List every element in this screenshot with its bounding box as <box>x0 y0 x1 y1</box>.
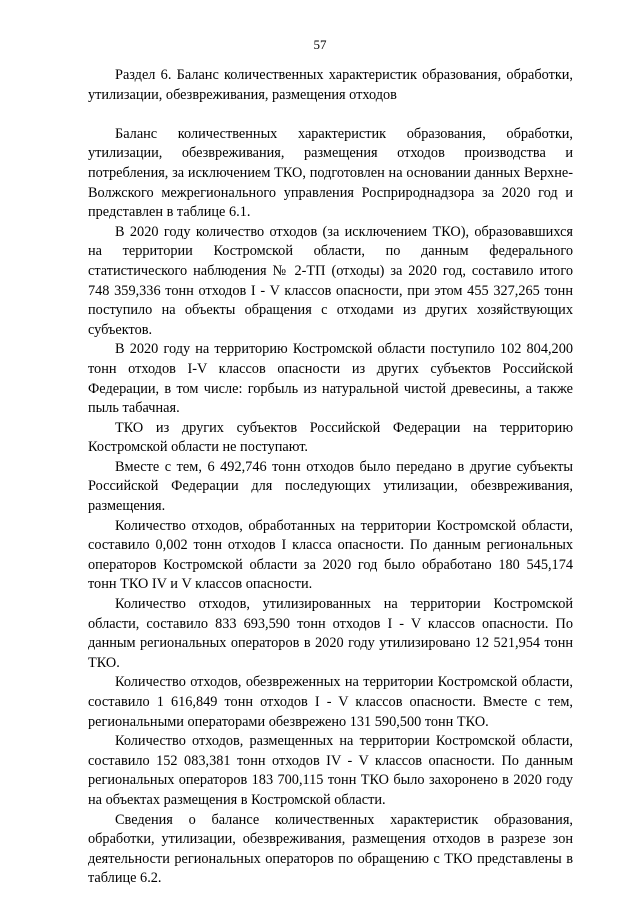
paragraph: Баланс количественных характеристик образования, обработки, утилизации, обезвреживания, размещения отходов производства и потребления, за исключением ТКО, подготовлен на основании данных Верхне-Волжского межрегионального управления Росприроднадзора за 2020 год и представлен в таблице 6.1. <box>88 125 573 221</box>
paragraph: ТКО из других субъектов Российской Федерации на территорию Костромской области не поступают. <box>88 419 573 456</box>
paragraph: Количество отходов, обработанных на территории Костромской области, составило 0,002 тонн отходов I класса опасности. По данным региональных операторов Костромской области за 2020 год было обработано 180 545,174 тонн ТКО IV и V классов опасности. <box>88 517 573 593</box>
page-body <box>88 66 573 889</box>
paragraph: Количество отходов, размещенных на территории Костромской области, составило 152 083,381 тонн отходов IV - V классов опасности. По данным региональных операторов 183 700,115 тонн ТКО было захоронено в 2020 году на объектах размещения в Костромской области. <box>88 733 573 808</box>
paragraph: Количество отходов, утилизированных на территории Костромской области, составило 833 693,590 тонн отходов I - V классов опасности. По данным региональных операторов в 2020 году утилизировано 12 521,954 тонн ТКО. <box>88 596 573 671</box>
paragraph: В 2020 году на территорию Костромской области поступило 102 804,200 тонн отходов I-V классов опасности из других субъектов Российской Федерации, в том числе: горбыль из натуральной чистой древесины, а также пыль табачная. <box>88 341 573 417</box>
page-number: 57 <box>313 37 327 52</box>
paragraph: Количество отходов, обезвреженных на территории Костромской области, составило 1 616,849 тонн отходов I - V классов опасности. Вместе с тем, региональными операторами обезврежено 131 590,500 тонн ТКО. <box>88 674 573 730</box>
paragraph: В 2020 году количество отходов (за исключением ТКО), образовавшихся на территории Костромской области, по данным федерального статистического наблюдения № 2-ТП (отходы) за 2020 год, составило итого 748 359,336 тонн отходов I - V классов опасности, при этом 455 327,265 тонн поступило на объекты обращения с отходами из других хозяйствующих субъектов. <box>88 223 573 338</box>
paragraph: Сведения о балансе количественных характеристик образования, обработки, утилизации, обезвреживания, размещения отходов в разрезе зон деятельности региональных операторов по обращению с ТКО представлены в таблице 6.2. <box>88 811 573 887</box>
section-heading: Раздел 6. Баланс количественных характеристик образования, обработки, утилизации, обезвреживания, размещения отходов <box>88 67 573 103</box>
paragraph: Вместе с тем, 6 492,746 тонн отходов было передано в другие субъекты Российской Федерации для последующих утилизации, обезвреживания, размещения. <box>88 458 573 515</box>
